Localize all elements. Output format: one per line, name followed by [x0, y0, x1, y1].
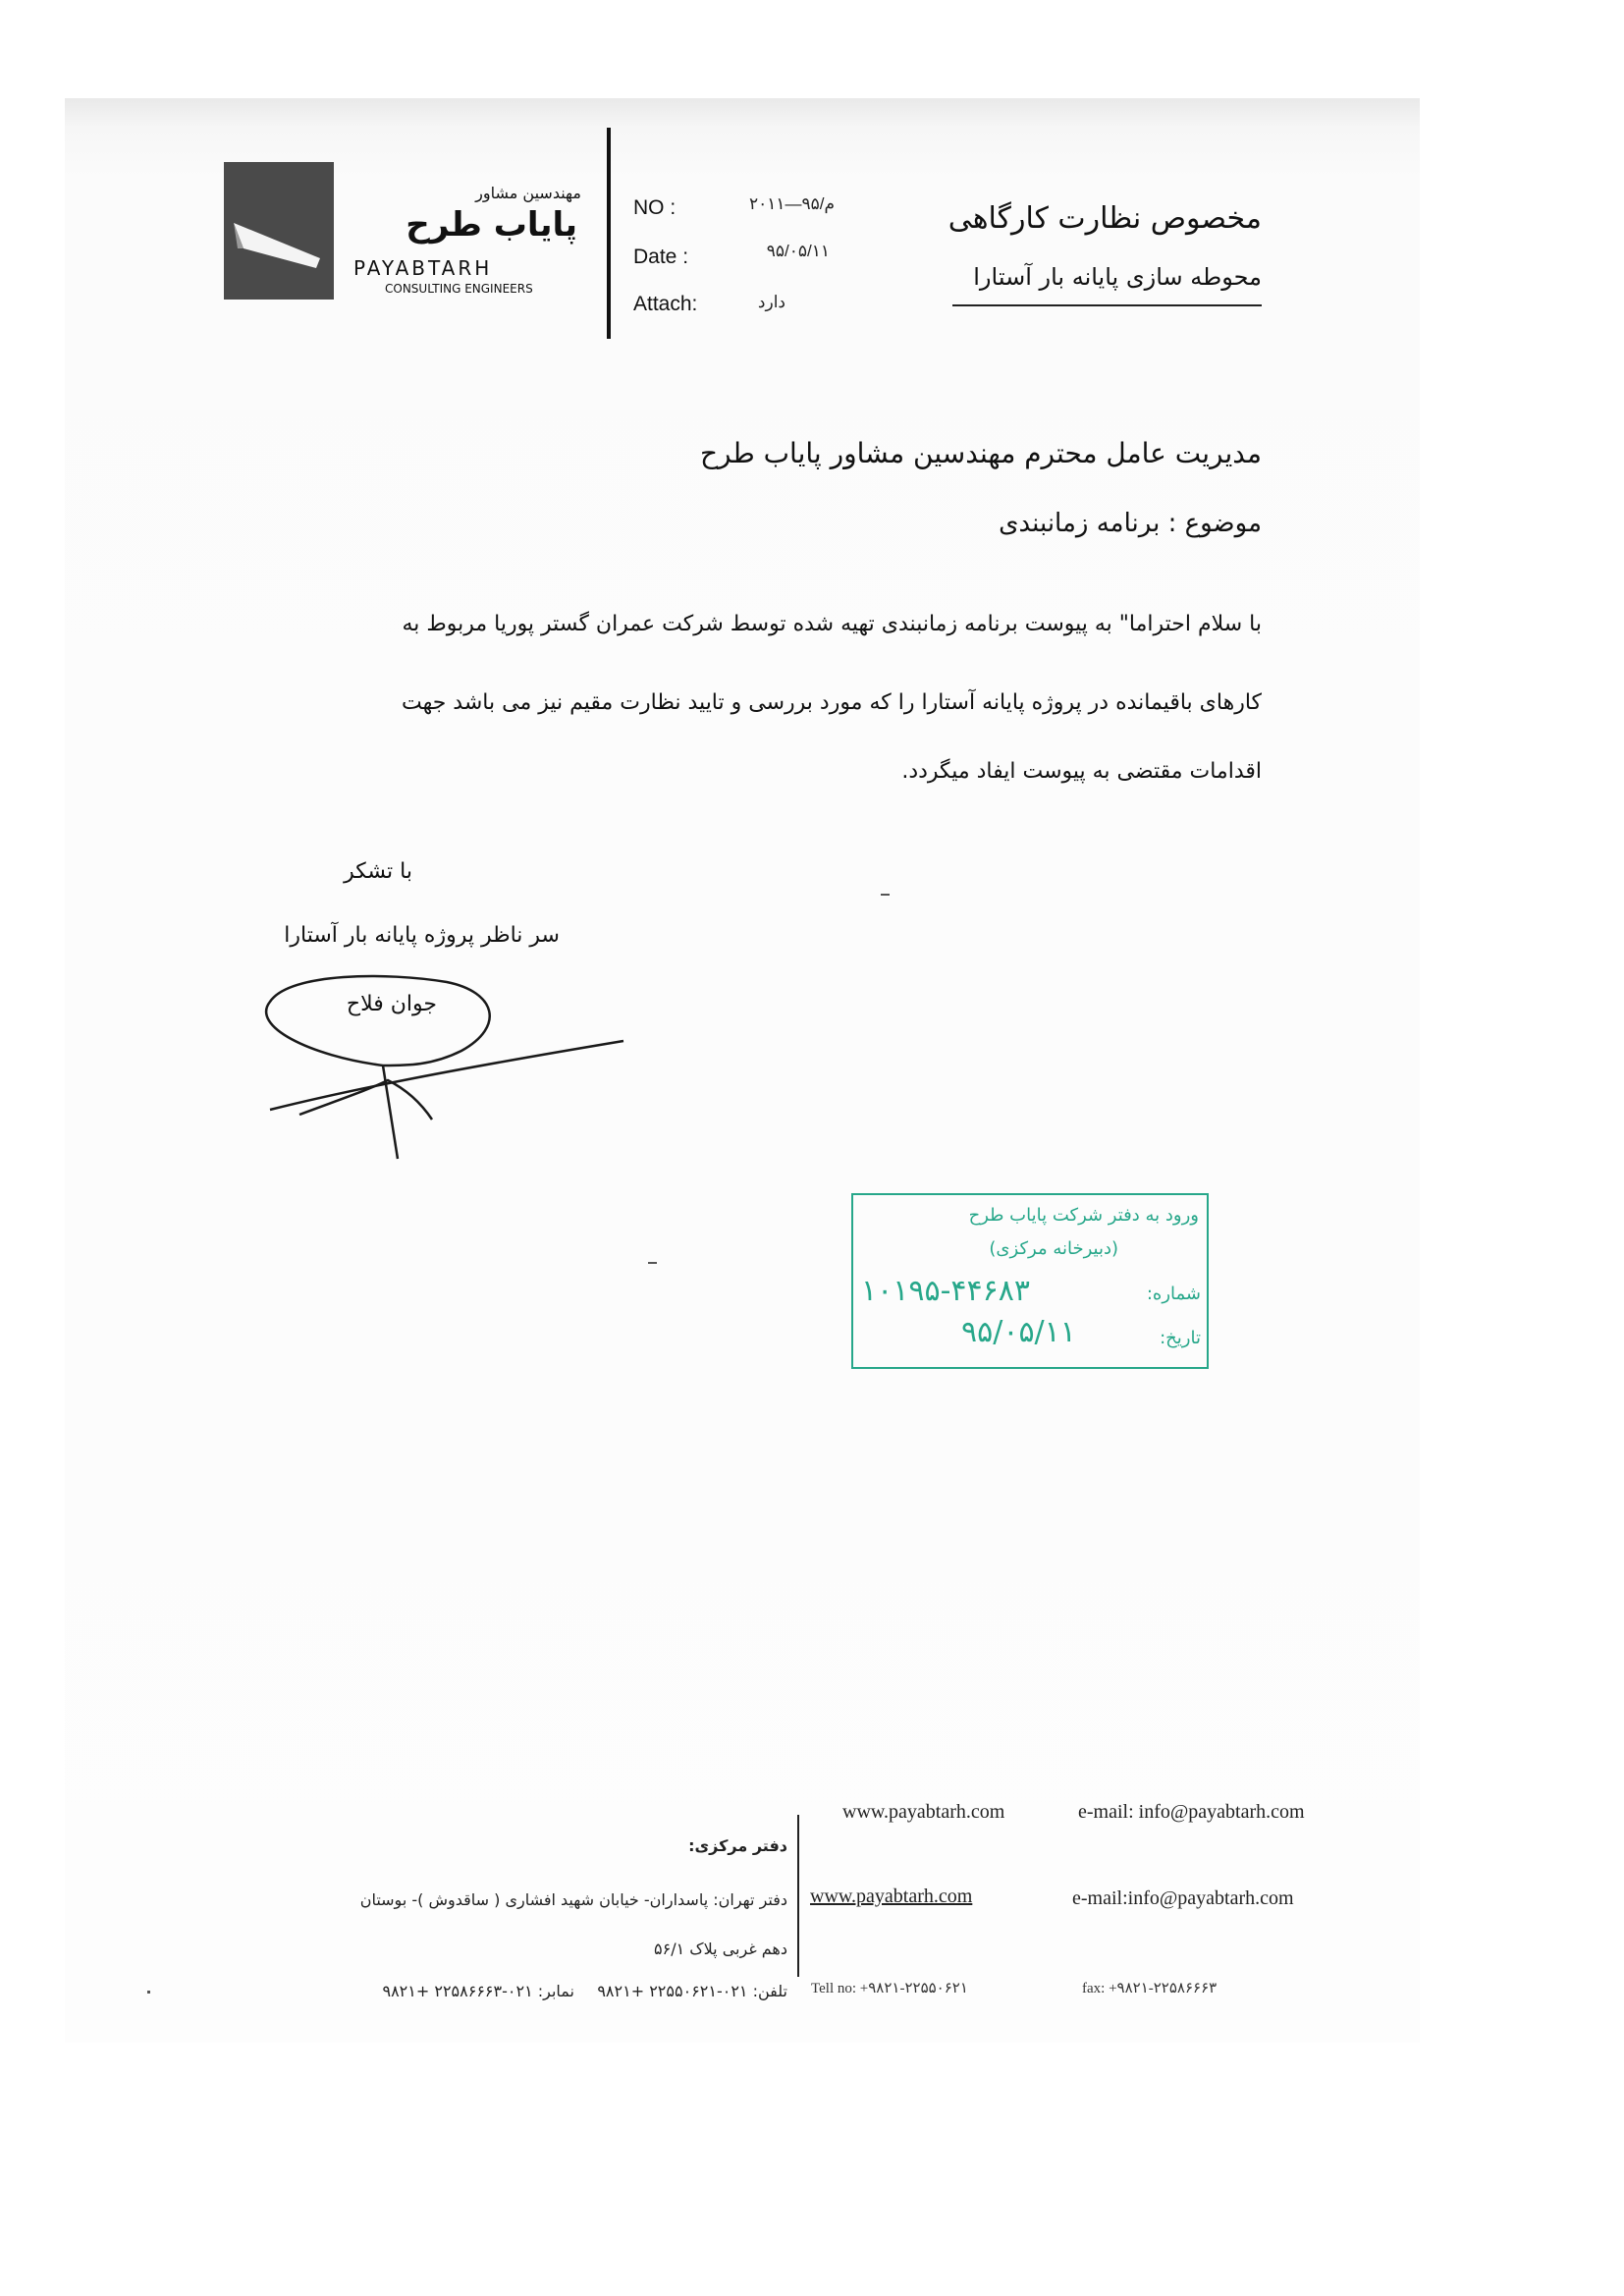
- footer-fax: fax: +۹۸۲۱-۲۲۵۸۶۶۶۳: [1082, 1981, 1218, 1996]
- footer-email[interactable]: e-mail:info@payabtarh.com: [1072, 1887, 1294, 1909]
- logo-fa-small: مهندسین مشاور: [475, 184, 581, 202]
- footer-web-top[interactable]: www.payabtarh.com: [842, 1801, 1005, 1823]
- footer-email-top[interactable]: e-mail: info@payabtarh.com: [1078, 1801, 1305, 1823]
- stamp-line2: (دبیرخانه مرکزی): [989, 1238, 1118, 1259]
- company-logo: [224, 162, 581, 300]
- stamp-date-label: تاریخ:: [1160, 1328, 1201, 1348]
- footer-office-tehran-2: دهم غربی پلاک ۵۶/۱: [654, 1940, 787, 1958]
- signatory-title: سر ناظر پروژه پایانه بار آستارا: [284, 923, 560, 948]
- attach-label: Attach:: [633, 293, 698, 315]
- footer-web[interactable]: www.payabtarh.com: [810, 1886, 973, 1907]
- no-label: NO :: [633, 196, 677, 219]
- scan-mark: [648, 1262, 657, 1264]
- footer-fax-fa: نمابر: ۰۲۱-۲۲۵۸۶۶۶۳ +۹۸۲۱: [382, 1982, 574, 2000]
- footer-office-central: دفتر مرکزی:: [688, 1836, 787, 1855]
- subject: موضوع : برنامه زمانبندی: [999, 509, 1262, 538]
- header-subtitle: محوطه سازی پایانه بار آستارا: [973, 263, 1262, 291]
- stamp-date-value: ۹۵/۰۵/۱۱: [961, 1315, 1076, 1349]
- stamp-number-label: شماره:: [1146, 1284, 1201, 1304]
- body-line-1: با سلام احتراما" به پیوست برنامه زمانبندی تهیه شده توسط شرکت عمران گستر پوریا مربوط به: [402, 612, 1262, 636]
- footer-phone-fa: تلفن: ۰۲۱-۲۲۵۵۰۶۲۱ +۹۸۲۱: [597, 1982, 787, 2000]
- attach-value: دارد: [757, 293, 785, 311]
- logo-fa-name: پایاب طرح: [406, 205, 577, 245]
- stamp-line1: ورود به دفتر شرکت پایاب طرح: [968, 1205, 1199, 1226]
- logo-en-sub: CONSULTING ENGINEERS: [385, 282, 533, 296]
- body-line-2: کارهای باقیمانده در پروژه پایانه آستارا را که مورد بررسی و تایید نظارت مقیم نیز می باشد جهت: [401, 690, 1262, 715]
- logo-en-name: PAYABTARH: [353, 256, 493, 280]
- no-value: م/۹۵—۲۰۱۱: [748, 194, 835, 213]
- footer-tel: Tell no: +۹۸۲۱-۲۲۵۵۰۶۲۱: [811, 1981, 968, 1996]
- date-label: Date :: [633, 246, 689, 268]
- footer-office-tehran: دفتر تهران: پاسداران- خیابان شهید افشاری ( ساقدوش )- بوستان: [359, 1890, 787, 1909]
- closing: با تشکر: [344, 859, 412, 884]
- body-line-3: اقدامات مقتضی به پیوست ایفاد میگردد.: [901, 759, 1262, 784]
- logo-mark: [224, 162, 334, 300]
- date-value: ۹۵/۰۵/۱۱: [766, 242, 830, 260]
- addressee: مدیریت عامل محترم مهندسین مشاور پایاب طرح: [699, 437, 1262, 469]
- footer-divider: [797, 1815, 799, 1977]
- header-divider: [607, 128, 611, 339]
- signatory-name: جوان فلاح: [346, 992, 437, 1016]
- registry-stamp: [851, 1193, 1209, 1369]
- header-underline: [952, 304, 1262, 306]
- scan-mark: [147, 1991, 150, 1994]
- header-title: مخصوص نظارت کارگاهی: [947, 201, 1262, 236]
- stamp-number-value: ۱۰۱۹۵-۴۴۶۸۳: [861, 1274, 1030, 1308]
- scan-mark: [881, 894, 890, 896]
